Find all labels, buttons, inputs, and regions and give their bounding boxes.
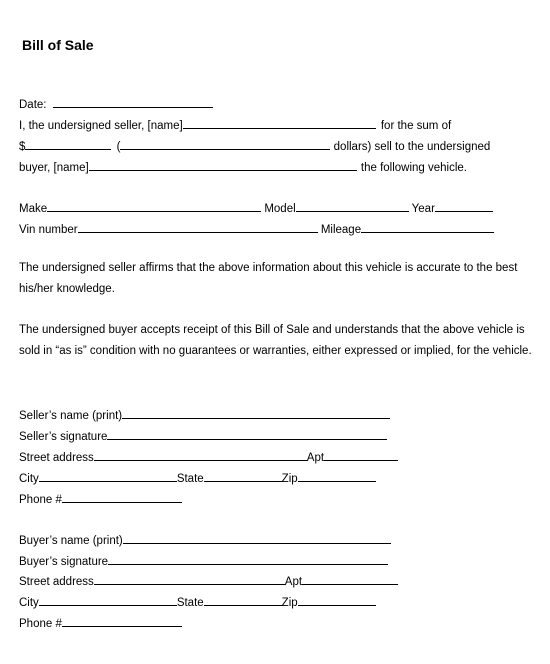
make-field[interactable] [47,200,261,212]
buyer-phone-field[interactable] [62,615,182,627]
buyer-acceptance-text: The undersigned buyer accepts receipt of this Bill of Sale and understands that the above vehicle is sold in “as is” condition with no guarantees or warranties, either expressed or implied, for the vehicle. [19,324,532,357]
vehicle-make-row [19,200,493,216]
dollar-sign: $ [19,141,26,153]
seller-street-field[interactable] [94,449,307,461]
vehicle-vin-row [19,221,494,237]
buyer-zip-label: Zip [281,597,298,609]
seller-intro-label: I, the undersigned seller, [name] [19,120,183,132]
seller-affirmation-text: The undersigned seller affirms that the above information about this vehicle is accurate to the best his/her knowledge. [19,262,518,295]
seller-zip-field[interactable] [298,470,376,482]
year-field[interactable] [435,200,493,212]
seller-signature-row [19,428,387,444]
buyer-apt-field[interactable] [302,573,398,585]
buyer-zip-field[interactable] [298,594,376,606]
seller-apt-field[interactable] [324,449,398,461]
open-paren: ( [116,141,121,153]
seller-signature-field[interactable] [107,428,387,440]
buyer-phone-row [19,615,182,631]
seller-intro-row [19,117,451,133]
following-vehicle-label: the following vehicle. [360,162,468,174]
buyer-city-field[interactable] [39,594,177,606]
seller-name-print-field[interactable] [122,407,390,419]
seller-phone-label: Phone # [19,494,62,506]
dollars-sell-label: dollars) sell to the undersigned [333,141,491,153]
buyer-state-field[interactable] [204,594,282,606]
buyer-city-row [19,594,376,610]
mileage-label: Mileage [320,224,362,236]
seller-street-row [19,449,398,465]
amount-row [19,138,490,154]
seller-street-label: Street address [19,452,94,464]
amount-numeric-field[interactable] [25,138,111,150]
buyer-name-print-row [19,532,391,548]
buyer-name-label: buyer, [name] [19,162,89,174]
seller-name-row [19,407,390,423]
buyer-city-label: City [19,597,39,609]
seller-state-field[interactable] [204,470,282,482]
seller-state-label: State [176,473,204,485]
seller-city-row [19,470,376,486]
seller-phone-field[interactable] [62,491,182,503]
for-the-sum-label: for the sum of [380,120,452,132]
date-label: Date: [19,99,47,111]
buyer-street-label: Street address [19,576,94,588]
buyer-state-label: State [176,597,204,609]
model-field[interactable] [296,200,409,212]
buyer-signature-row [19,553,388,569]
amount-words-field[interactable] [120,138,330,150]
seller-phone-row [19,491,182,507]
seller-name-print-label: Seller’s name (print) [19,410,123,422]
vin-field[interactable] [78,221,318,233]
seller-zip-label: Zip [281,473,298,485]
buyer-signature-label: Buyer’s signature [19,556,109,568]
buyer-intro-row [19,159,467,175]
seller-name-field[interactable] [183,117,376,129]
year-label: Year [411,203,435,215]
buyer-name-field[interactable] [89,159,357,171]
document-title: Bill of Sale [22,37,94,53]
buyer-name-print-field[interactable] [123,532,391,544]
make-label: Make [19,203,48,215]
buyer-street-row [19,573,398,589]
seller-city-label: City [19,473,39,485]
seller-apt-label: Apt [306,452,325,464]
date-row [19,96,213,112]
seller-city-field[interactable] [39,470,177,482]
buyer-name-print-label: Buyer’s name (print) [19,535,123,547]
seller-signature-label: Seller’s signature [19,431,108,443]
mileage-field[interactable] [361,221,494,233]
buyer-phone-label: Phone # [19,618,62,630]
buyer-apt-label: Apt [284,576,303,588]
model-label: Model [264,203,296,215]
buyer-street-field[interactable] [94,573,285,585]
buyer-signature-field[interactable] [108,553,388,565]
date-field[interactable] [53,96,213,108]
vin-label: Vin number [19,224,78,236]
